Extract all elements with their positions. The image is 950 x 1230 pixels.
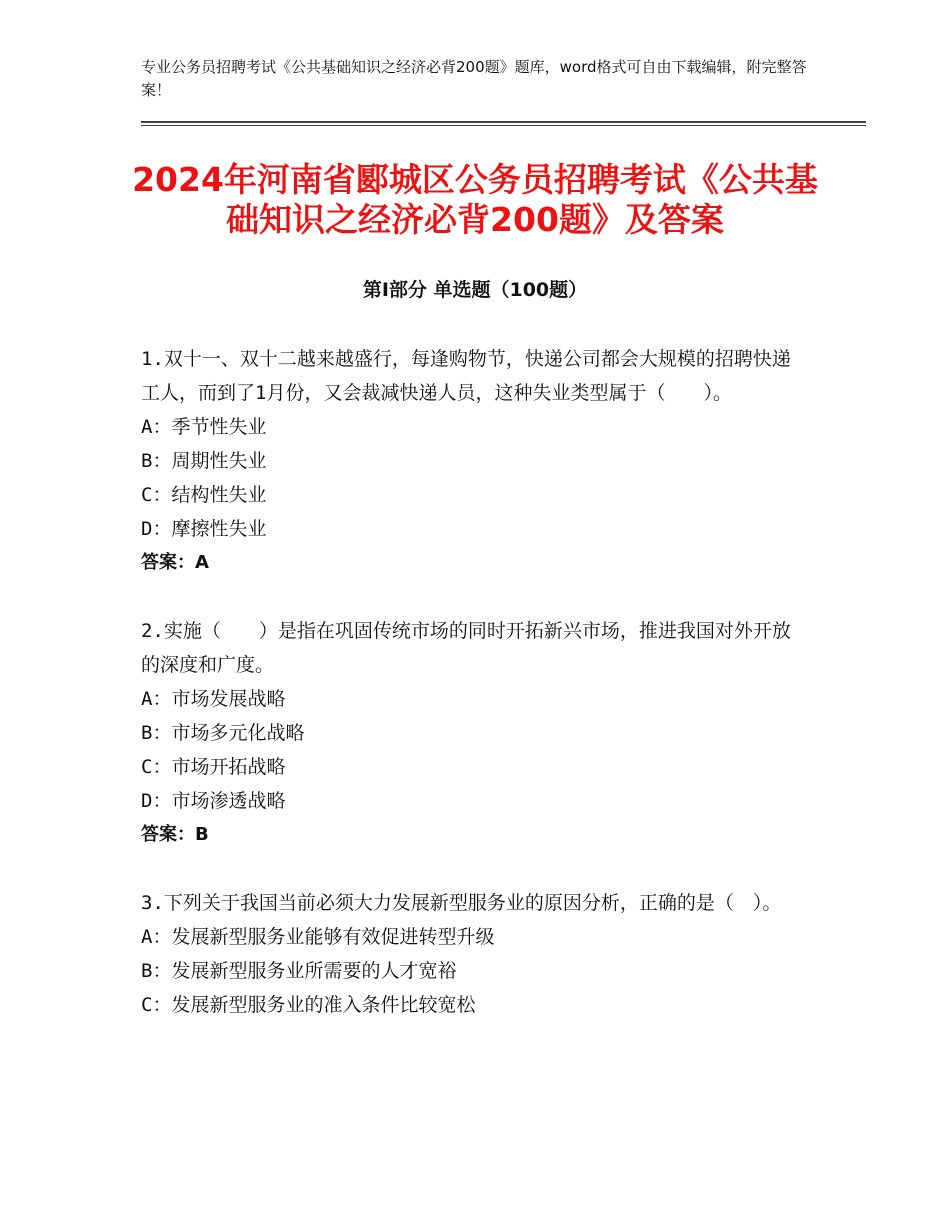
option-a: A：发展新型服务业能够有效促进转型升级 [141,926,495,948]
option-b: B：市场多元化战略 [141,722,305,744]
option-a: A：季节性失业 [141,416,267,438]
option-d: D：摩擦性失业 [141,518,267,540]
section-heading: 第Ⅰ部分 单选题（100题） [362,279,588,301]
option-c: C：市场开拓战略 [141,756,286,778]
header-rule-thick [141,121,866,123]
option-b: B：发展新型服务业所需要的人才宽裕 [141,960,457,982]
question-text: 3.下列关于我国当前必须大力发展新型服务业的原因分析，正确的是（ ）。 [141,892,782,914]
option-b: B：周期性失业 [141,450,267,472]
document-header: 专业公务员招聘考试《公共基础知识之经济必背200题》题库，word格式可自由下载编辑，附完整答案！ [141,58,807,99]
option-c: C：结构性失业 [141,484,267,506]
question-3 [141,886,801,1022]
option-c: C：发展新型服务业的准入条件比较宽松 [141,994,476,1016]
question-list [141,342,801,1056]
question-2 [141,614,801,852]
question-text: 2.实施（ ）是指在巩固传统市场的同时开拓新兴市场，推进我国对外开放的深度和广度。 [141,620,791,676]
answer: 答案：B [141,824,209,845]
header-rule-thin [141,125,866,126]
question-1 [141,342,801,580]
option-d: D：市场渗透战略 [141,790,286,812]
question-text: 1.双十一、双十二越来越盛行，每逢购物节，快递公司都会大规模的招聘快递工人，而到了1月份，又会裁减快递人员，这种失业类型属于（ ）。 [141,348,791,404]
answer: 答案：A [141,552,209,573]
document-title: 2024年河南省郾城区公务员招聘考试《公共基础知识之经济必背200题》及答案 [132,160,818,239]
option-a: A：市场发展战略 [141,688,286,710]
